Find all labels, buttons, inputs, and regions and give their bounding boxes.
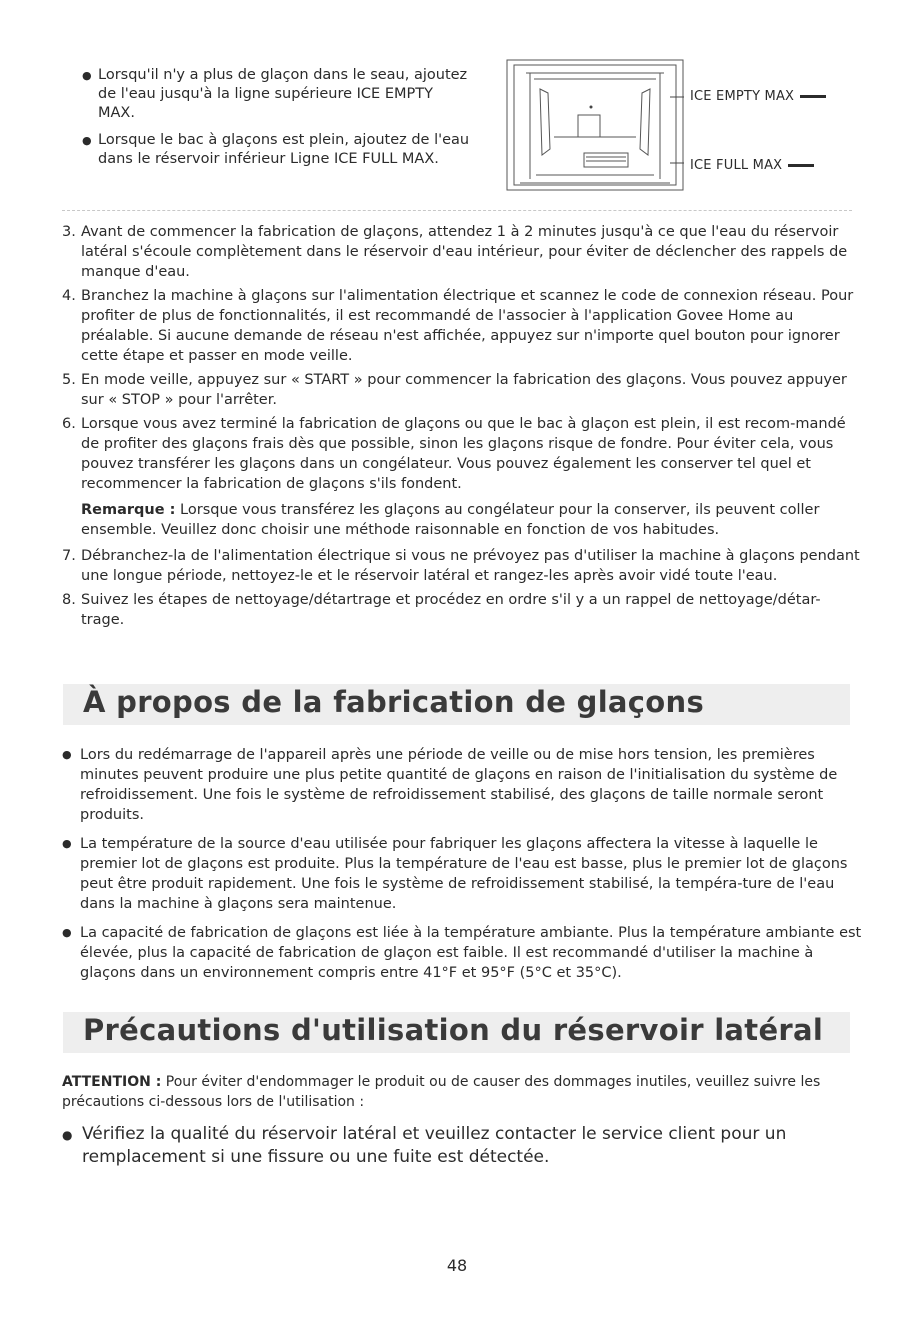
- section-heading-ice-making: [63, 684, 850, 725]
- attention-paragraph: [62, 1072, 862, 1112]
- callout-ice-full-max: [690, 158, 814, 173]
- ice-making-bullets: [62, 745, 862, 992]
- callout-ice-full-max-label: ICE FULL MAX: [690, 158, 783, 173]
- section-title: À propos de la fabrication de glaçons: [83, 685, 705, 719]
- step-text: Branchez la machine à glaçons sur l'alimentation électrique et scannez le code de connexion réseau. Pour profiter de plus de fonctionnalités, il est recommandé de l'associer à l'application Govee Home au préalable. Si aucune demande de réseau n'est affichée, appuyez sur n'importe quel bouton pour ignorer cette étape et passer en mode veille.: [81, 288, 854, 364]
- list-item: ● Lors du redémarrage de l'appareil après une période de veille ou de mise hors tension, les premières minutes peuvent produire une plus petite quantité de glaçons en raison de l'initialisation du système de refroidissement. Une fois le système de refroidissement stabilisé, des glaçons de taille normale seront produits.: [62, 745, 862, 825]
- step-number: 7.: [62, 548, 76, 564]
- ice-maker-reservoir-illustration: [506, 59, 684, 191]
- section-heading-side-reservoir: [63, 1012, 850, 1053]
- step-text: En mode veille, appuyez sur « START » pour commencer la fabrication des glaçons. Vous pouvez appuyer sur « STOP » pour l'arrêter.: [81, 372, 847, 408]
- list-item: ● La capacité de fabrication de glaçons est liée à la température ambiante. Plus la température ambiante est élevée, plus la capacité de fabrication de glaçon est faible. Il est recommandé d'utiliser la machine à glaçons dans un environnement compris entre 41°F et 95°F (5°C et 35°C).: [62, 923, 862, 983]
- callout-leader-line: [788, 164, 814, 167]
- remark-text: Lorsque vous transférez les glaçons au congélateur pour la conserver, ils peuvent coller ensemble. Veuillez donc choisir une méthode raisonnable en fonction de vos habitudes.: [81, 502, 820, 538]
- step-7: [62, 546, 862, 586]
- step-text: Débranchez-la de l'alimentation électrique si vous ne prévoyez pas d'utiliser la machine à glaçons pendant une longue période, nettoyez-le et le réservoir latéral et rangez-les après avoir vidé toute l'eau.: [81, 548, 860, 584]
- attention-label: ATTENTION :: [62, 1074, 162, 1090]
- step-text: Avant de commencer la fabrication de glaçons, attendez 1 à 2 minutes jusqu'à ce que l'eau du réservoir latéral s'écoule complètement dans le réservoir d'eau intérieur, pour éviter de déclencher des rappels de manque d'eau.: [81, 224, 848, 280]
- top-bullet-list: [82, 66, 472, 177]
- reservoir-check-bullet: ● Vérifiez la qualité du réservoir latéral et veuillez contacter le service client pour un remplacement si une fissure ou une fuite est détectée.: [62, 1123, 872, 1169]
- step-number: 8.: [62, 592, 76, 608]
- step-number: 4.: [62, 288, 76, 304]
- step-text: Suivez les étapes de nettoyage/détartrage et procédez en ordre s'il y a un rappel de nettoyage/détar-trage.: [81, 592, 821, 628]
- step-number: 5.: [62, 372, 76, 388]
- step-3: [62, 222, 862, 282]
- step-6: [62, 414, 862, 494]
- top-bullet-empty: ● Lorsqu'il n'y a plus de glaçon dans le seau, ajoutez de l'eau jusqu'à la ligne supérieure ICE EMPTY MAX.: [82, 66, 472, 123]
- section-title: Précautions d'utilisation du réservoir latéral: [83, 1013, 824, 1047]
- step-5: [62, 370, 862, 410]
- attention-text: Pour éviter d'endommager le produit ou de causer des dommages inutiles, veuillez suivre les précautions ci-dessous lors de l'utilisation :: [62, 1074, 821, 1110]
- remark-label: Remarque :: [81, 502, 176, 518]
- step-text: Lorsque vous avez terminé la fabrication de glaçons ou que le bac à glaçon est plein, il est recom-mandé de profiter des glaçons frais dès que possible, sinon les glaçons risque de fondre. Pour éviter cela, vous pouvez transférer les glaçons dans un congélateur. Vous pouvez également les conserver tel quel et recommencer la fabrication de glaçons s'ils fondent.: [81, 416, 846, 492]
- dashed-divider: [62, 210, 852, 211]
- step-4: [62, 286, 862, 366]
- callout-ice-empty-max-label: ICE EMPTY MAX: [690, 89, 795, 104]
- numbered-steps: [62, 222, 862, 634]
- step-8: [62, 590, 862, 630]
- step-number: 6.: [62, 416, 76, 432]
- callout-leader-line: [800, 95, 826, 98]
- callout-ice-empty-max: [690, 89, 826, 104]
- list-item: ● La température de la source d'eau utilisée pour fabriquer les glaçons affectera la vitesse à laquelle le premier lot de glaçons est produite. Plus la température de l'eau est basse, plus le premier lot de glaçons peut être produit rapidement. Une fois le système de refroidissement stabilisé, la tempéra-ture de l'eau dans la machine à glaçons sera maintenue.: [62, 834, 862, 914]
- step-number: 3.: [62, 224, 76, 240]
- top-bullet-full: ● Lorsque le bac à glaçons est plein, ajoutez de l'eau dans le réservoir inférieur Ligne ICE FULL MAX.: [82, 131, 472, 169]
- remark-note: [62, 500, 862, 540]
- page-number: 48: [446, 1256, 468, 1275]
